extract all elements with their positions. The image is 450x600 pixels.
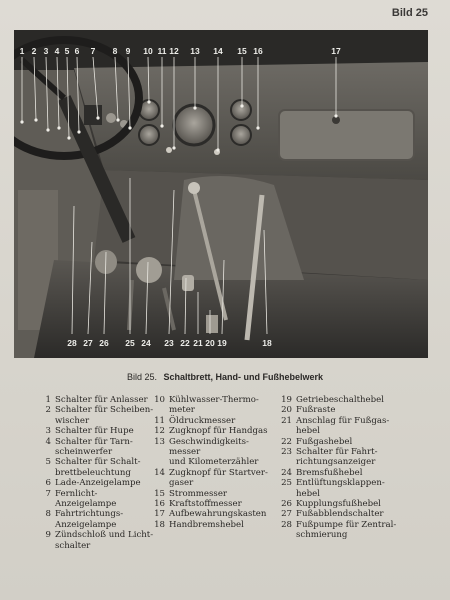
legend-item-number: 10 [154, 395, 165, 405]
photo-callout-number: 22 [180, 338, 190, 348]
legend-item [277, 416, 417, 437]
legend-item-text: Lade-Anzeigelampe [55, 478, 141, 489]
photo-callout-number: 16 [253, 46, 263, 56]
legend-item-number: 6 [45, 478, 51, 489]
photo-callout-dot [240, 104, 243, 107]
photo-callout-dot [334, 114, 337, 117]
legend-item-number: 8 [45, 509, 51, 520]
legend-item-text: Schalter für Fahrt- richtungsanzeiger [296, 447, 378, 468]
photo-callout-number: 18 [262, 338, 272, 348]
legend-item-number: 4 [45, 436, 51, 447]
legend-item-text: Kühlwasser-Thermo- meter [169, 395, 259, 416]
legend-item-text: Schalter für Tarn- scheinwerfer [55, 436, 133, 458]
legend-item [277, 447, 417, 468]
legend-item [36, 489, 154, 510]
legend-item [150, 437, 282, 468]
legend-item-number: 9 [45, 530, 51, 541]
page-number: Bild 25 [391, 7, 428, 19]
photo-callout-number: 2 [31, 46, 37, 56]
photo-callout-dot [46, 128, 49, 131]
legend-item [277, 437, 417, 447]
photo-callout-dot [20, 120, 23, 123]
photo-callout-number: 11 [157, 46, 167, 56]
legend-item-number: 12 [154, 426, 165, 437]
legend-item-number: 5 [45, 457, 51, 468]
legend-item-number: 17 [154, 509, 165, 520]
photo-callout-number: 13 [190, 46, 200, 56]
photo-callout-number: 14 [213, 46, 223, 56]
legend-item-text: Schalter für Schalt- brettbeleuchtung [55, 457, 141, 478]
legend-item-text: Kraftstoffmesser [169, 499, 242, 510]
photo-callout-dot [96, 116, 99, 119]
photo-callout-dot [193, 106, 196, 109]
photo-callout-number: 15 [237, 46, 247, 56]
legend-item-text: Fernlicht-Anzeigelampe [55, 488, 117, 510]
legend-item [277, 520, 417, 541]
photo-callout-number: 9 [125, 46, 131, 56]
legend-item [150, 416, 282, 426]
legend-item-number: 27 [281, 509, 292, 520]
legend-item-number: 28 [281, 519, 292, 530]
legend-item [150, 468, 282, 489]
photo-callout-number: 26 [99, 338, 109, 348]
photo-callout-number: 6 [74, 46, 80, 56]
legend-item-number: 22 [281, 436, 292, 447]
legend-item [150, 509, 282, 519]
photo-callout-dot [34, 118, 37, 121]
legend-item [277, 468, 417, 478]
legend-item [150, 395, 282, 416]
legend-item [36, 405, 154, 426]
legend-item-number: 3 [45, 426, 51, 437]
legend-column-2 [150, 395, 282, 530]
legend-item-number: 24 [281, 467, 292, 478]
photo-callout-number: 20 [205, 338, 215, 348]
legend-item [36, 478, 154, 488]
caption-lead: Bild 25. [126, 372, 157, 382]
photo-callout-number: 17 [331, 46, 341, 56]
photo-callout-number: 7 [90, 46, 96, 56]
legend-item-text: Anschlag für Fußgas- hebel [296, 415, 390, 437]
photo-callout-number: 23 [164, 338, 174, 348]
photo-callout-dot [77, 130, 80, 133]
legend-item-number: 15 [154, 488, 165, 499]
legend-item [277, 478, 417, 499]
legend-item [36, 530, 154, 551]
photo-callout-number: 8 [112, 46, 118, 56]
legend-item-text: Fußgashebel [296, 436, 353, 447]
dashboard-photo [14, 30, 428, 358]
legend-item [277, 405, 417, 415]
legend-item-text: Zugknopf für Handgas [169, 426, 268, 437]
legend-item-text: Zündschloß und Licht- schalter [55, 530, 154, 551]
photo-callout-dot [116, 118, 119, 121]
photo-callout-number: 1 [19, 46, 25, 56]
legend-item [277, 395, 417, 405]
legend-item-text: Öldruckmesser [169, 415, 236, 426]
legend-item-number: 11 [154, 415, 165, 426]
photo-callout-dot [256, 126, 259, 129]
legend-item [36, 509, 154, 530]
legend-item-number: 7 [45, 488, 51, 499]
legend-item [150, 489, 282, 499]
legend-item [36, 395, 154, 405]
legend-item [36, 426, 154, 436]
photo-callout-number: 19 [217, 338, 227, 348]
legend-item-text: Aufbewahrungskasten [169, 509, 267, 520]
legend-item-text: Fußraste [296, 405, 336, 416]
legend-item [150, 426, 282, 436]
photo-callout-number: 24 [141, 338, 151, 348]
photo-callout-number: 27 [83, 338, 93, 348]
legend-item [150, 520, 282, 530]
legend-column-1 [36, 395, 154, 551]
legend-item-text: Kupplungsfußhebel [296, 499, 381, 510]
photo-callout-dot [216, 148, 219, 151]
photo-callout-dot [172, 146, 175, 149]
legend-item-number: 1 [45, 395, 51, 405]
legend-item-text: Entlüftungsklappen- hebel [296, 478, 385, 499]
legend-item-text: Getriebeschalthebel [296, 395, 384, 405]
legend-item-text: Geschwindigkeits- messer und Kilometerzähler [169, 436, 259, 468]
legend-column-3 [277, 395, 417, 541]
legend-item-number: 23 [281, 447, 292, 458]
legend-item-number: 16 [154, 499, 165, 510]
photo-callout-number: 3 [43, 46, 49, 56]
photo-callout-dot [147, 100, 150, 103]
legend-item-text: Bremsfußhebel [296, 467, 363, 478]
legend-item-number: 18 [154, 519, 165, 530]
legend-item [150, 499, 282, 509]
photo-callout-dot [128, 126, 131, 129]
photo-callout-number: 12 [169, 46, 179, 56]
legend-item-number: 19 [281, 395, 292, 405]
photo-callout-dot [67, 136, 70, 139]
legend-item-number: 26 [281, 499, 292, 510]
photo-callout-dot [160, 124, 163, 127]
legend-item-text: Schalter für Hupe [55, 426, 134, 437]
photo-callout-number: 4 [54, 46, 60, 56]
photo-callout-number: 10 [143, 46, 153, 56]
photo-callout-number: 21 [193, 338, 203, 348]
legend-item-text: Fußabblendschalter [296, 509, 384, 520]
legend-item [277, 499, 417, 509]
photo-callout-number: 5 [64, 46, 70, 56]
legend-item-number: 14 [154, 467, 165, 478]
caption-title: Schaltbrett, Hand- und Fußhebelwerk [163, 372, 324, 382]
legend-item-number: 13 [154, 436, 165, 447]
legend-item-text: Zugknopf für Startver- gaser [169, 467, 268, 489]
legend-item-text: Fußpumpe für Zentral- schmierung [296, 519, 397, 541]
legend-item-number: 20 [281, 405, 292, 416]
photo-callout-number: 28 [67, 338, 77, 348]
photo-callout-number: 25 [125, 338, 135, 348]
legend-item-number: 21 [281, 415, 292, 426]
legend-item-text: Strommesser [169, 488, 228, 499]
legend-item-text: Schalter für Anlasser [55, 395, 148, 405]
legend-item-number: 2 [45, 405, 51, 416]
legend-item-text: Fahrtrichtungs- Anzeigelampe [55, 509, 124, 530]
figure-caption [0, 372, 450, 382]
photo-callout-dot [57, 126, 60, 129]
legend-item [277, 509, 417, 519]
legend-item-text: Schalter für Scheiben- wischer [55, 405, 154, 426]
legend-item [36, 457, 154, 478]
legend-item-number: 25 [281, 478, 292, 489]
legend-item-text: Handbremshebel [169, 519, 244, 530]
legend-item [36, 437, 154, 458]
